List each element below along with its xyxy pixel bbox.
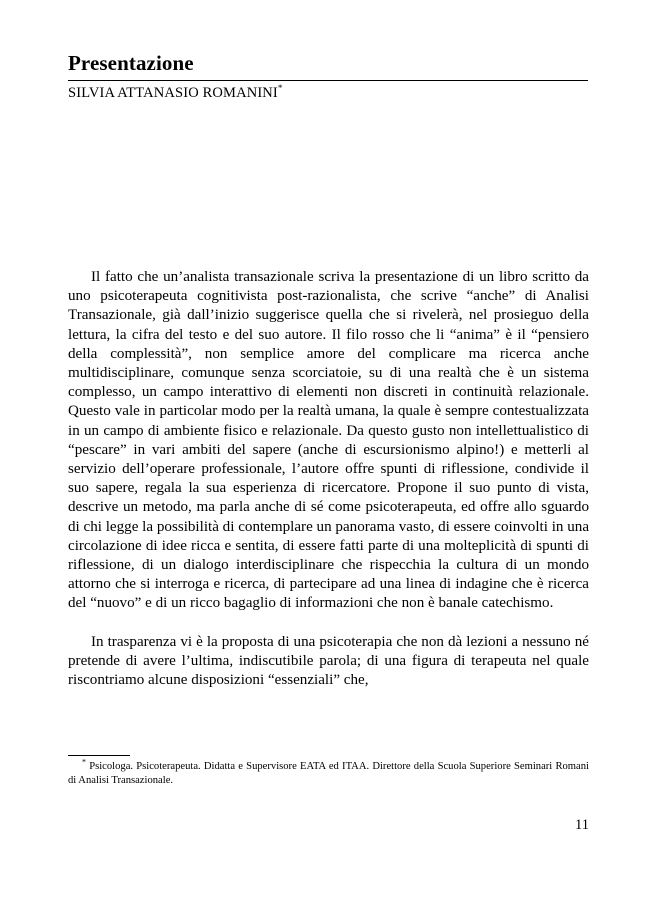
title-divider xyxy=(68,80,588,81)
author-byline xyxy=(68,84,588,102)
footnote-text xyxy=(68,757,589,787)
footnote-marker: * xyxy=(82,757,86,767)
page-title: Presentazione xyxy=(68,51,194,75)
document-header xyxy=(68,52,588,102)
paragraph: In trasparenza vi è la proposta di una psicoterapia che non dà lezioni a nessuno né pretende di avere l’ultima, indiscutibile parola; di una figura di terapeuta nel quale riscontriamo alcune disposizioni “essenziali” che, xyxy=(68,633,589,689)
body-text xyxy=(68,268,589,690)
footnote-divider xyxy=(68,755,130,756)
footnote-body: Psicologa. Psicoterapeuta. Didatta e Supervisore EATA ed ITAA. Direttore della Scuola Superiore Seminari Romani di Analisi Transazionale. xyxy=(68,761,589,786)
author-footnote-marker: * xyxy=(277,82,283,93)
paragraph: Il fatto che un’analista transazionale scriva la presentazione di un libro scritto da uno psicoterapeuta cognitivista post-razionalista, che scrive “anche” di Analisi Transazionale, già dall’inizio suggerisce quella che si rivelerà, nel prosieguo della lettura, la cifra del testo e del suo autore. Il filo rosso che li “anima” è il “pensiero della complessità”, non semplice amore del complicare ma ricerca anche multidisciplinare, comunque senza scorciatoie, su di una realtà che è un sistema complesso, un campo interattivo di elementi non discreti in continuità relazionale. Questo vale in particolar modo per la realtà umana, la quale è sempre contestualizzata in un campo di ambiente fisico e relazionale. Da questo gusto non intellettualistico di “pescare” in vari ambiti del sapere (anche di escursionismo alpino!) e metterli al servizio dell’operare professionale, l’autore offre spunti di riflessione, condivide il suo sapere, regala la sua esperienza di ricercatore. Propone il suo punto di vista, descrive un metodo, ma parla anche di sé come psicoterapeuta, ed offre allo sguardo di chi legge la possibilità di contemplare un panorama vasto, di essere coinvolti in una circolazione di idee ricca e sentita, di essere fatti parte di una molteplicità di spunti di riflessione, di un dialogo interdisciplinare che rispecchia la cultura di un mondo attorno che si interroga e ricerca, di partecipare ad una linea di indagine che è ricerca del “nuovo” e di un ricco bagaglio di informazioni che non è banale catechismo. xyxy=(68,269,590,612)
footnote-block xyxy=(68,755,589,787)
author-name: SILVIA ATTANASIO ROMANINI xyxy=(68,84,278,101)
page-number: 11 xyxy=(575,817,589,833)
